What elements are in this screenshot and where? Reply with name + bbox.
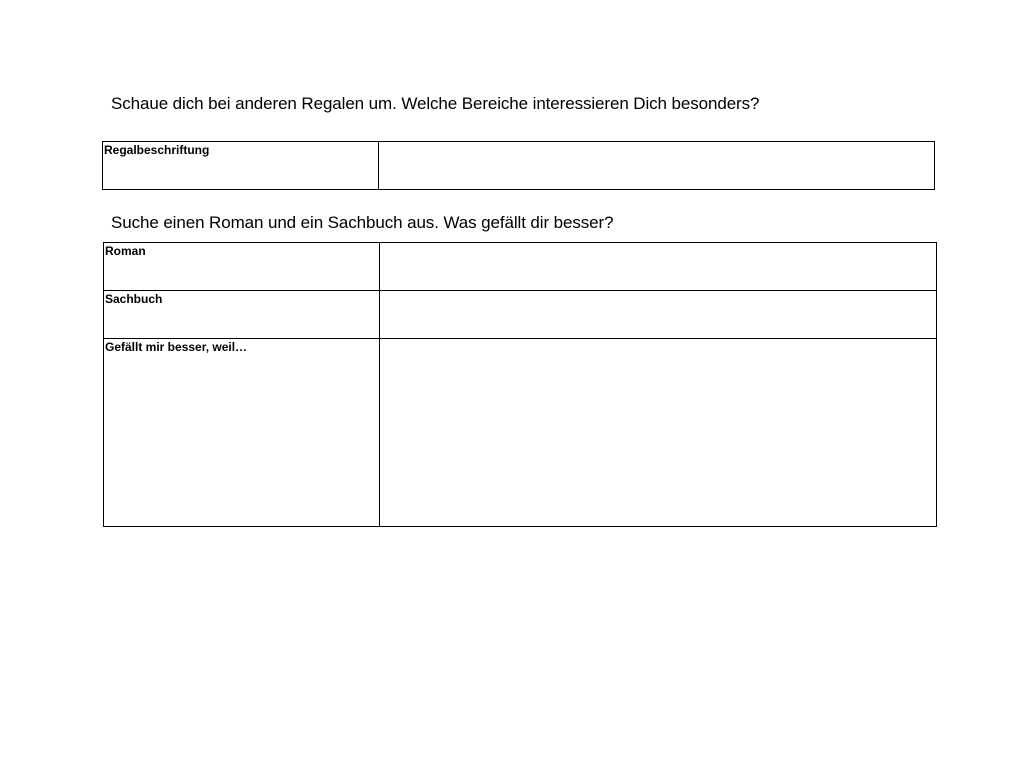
section-2-heading: Suche einen Roman und ein Sachbuch aus. Was gefällt dir besser? bbox=[111, 213, 614, 232]
shelf-labels-table bbox=[102, 141, 935, 190]
shelf-label-answer-field[interactable] bbox=[379, 142, 935, 190]
section-1-heading: Schaue dich bei anderen Regalen um. Welche Bereiche interessieren Dich besonders? bbox=[111, 94, 760, 113]
preference-answer-field[interactable] bbox=[380, 339, 937, 527]
shelf-label-cell: Regalbeschriftung bbox=[103, 142, 379, 190]
preference-label-cell: Gefällt mir besser, weil… bbox=[104, 339, 380, 527]
nonfiction-answer-field[interactable] bbox=[380, 291, 937, 339]
novel-label-cell: Roman bbox=[104, 243, 380, 291]
table-row bbox=[104, 243, 937, 291]
table-row bbox=[104, 339, 937, 527]
nonfiction-label-cell: Sachbuch bbox=[104, 291, 380, 339]
table-row bbox=[104, 291, 937, 339]
book-comparison-table bbox=[103, 242, 937, 527]
table-row bbox=[103, 142, 935, 190]
novel-answer-field[interactable] bbox=[380, 243, 937, 291]
